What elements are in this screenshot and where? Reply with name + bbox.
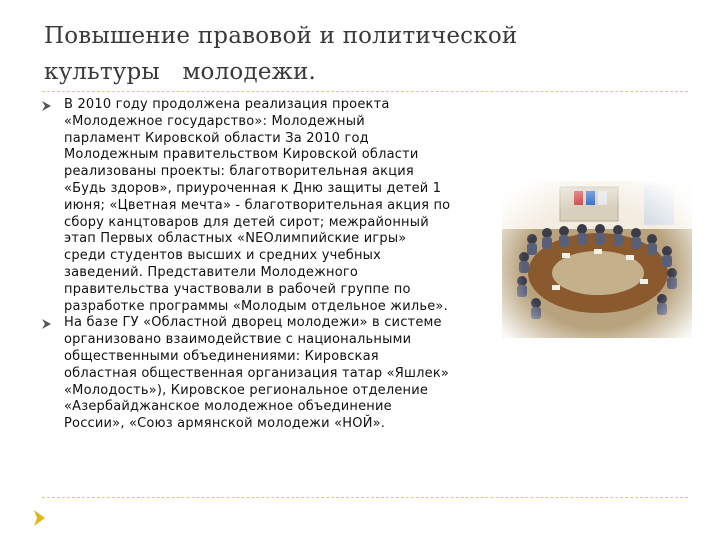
bullet-text-2 — [64, 315, 510, 433]
bullet-item-1 — [40, 97, 510, 315]
slide-title-line-1: Повышение правовой и политической — [44, 23, 518, 49]
bullet-item-2 — [40, 315, 510, 433]
meeting-room-photo — [502, 181, 692, 338]
bullet-2-line: областная общественная организация татар «Яшлек» — [64, 365, 450, 381]
bullet-text-1 — [64, 97, 510, 315]
bullet-1-line: сбору канцтоваров для детей сирот; межрайонный — [64, 214, 429, 230]
bullet-1-line: «Будь здоров», приуроченная к Дню защиты детей 1 — [64, 180, 442, 196]
bullet-1-line: июня; «Цветная мечта» - благотворительная акция по — [64, 197, 451, 213]
arrowhead-bullet-icon — [40, 100, 52, 112]
slide-title — [44, 18, 684, 90]
slide-title-line-2: культуры молодежи. — [44, 59, 317, 85]
bullet-list — [40, 97, 510, 433]
bullet-1-line: «Молодежное государство»: Молодежный — [64, 113, 365, 129]
bullet-1-line: Молодежным правительством Кировской области — [64, 147, 419, 163]
bullet-1-line: среди студентов высших и средних учебных — [64, 248, 382, 264]
bullet-2-line: России», «Союз армянской молодежи «НОЙ». — [64, 416, 386, 432]
bullet-1-line: реализованы проекты: благотворительная акция — [64, 164, 414, 180]
bullet-2-line: «Азербайджанское молодежное объединение — [64, 399, 392, 415]
arrowhead-bullet-icon — [40, 318, 52, 330]
bullet-1-line: В 2010 году продолжена реализация проекта — [64, 97, 390, 112]
footer-divider — [42, 497, 688, 498]
bullet-2-line: общественными объединениями: Кировская — [64, 348, 379, 364]
bullet-2-line: организовано взаимодействие с национальными — [64, 332, 412, 348]
bullet-2-line: «Молодость»), Кировское региональное отделение — [64, 382, 429, 398]
bullet-1-line: разработке программы «Молодым отдельное жилье». — [64, 298, 448, 314]
bullet-1-line: заведений. Представители Молодежного — [64, 264, 359, 280]
bullet-2-line: На базе ГУ «Областной дворец молодежи» в системе — [64, 315, 442, 331]
bullet-1-line: парламент Кировской области За 2010 год — [64, 130, 369, 146]
next-slide-arrow-icon[interactable] — [32, 509, 46, 527]
bullet-1-line: этап Первых областных «NEОлимпийские игры» — [64, 231, 407, 247]
title-divider — [42, 91, 688, 92]
bullet-1-line: правительства участвовали в рабочей группе по — [64, 281, 411, 297]
